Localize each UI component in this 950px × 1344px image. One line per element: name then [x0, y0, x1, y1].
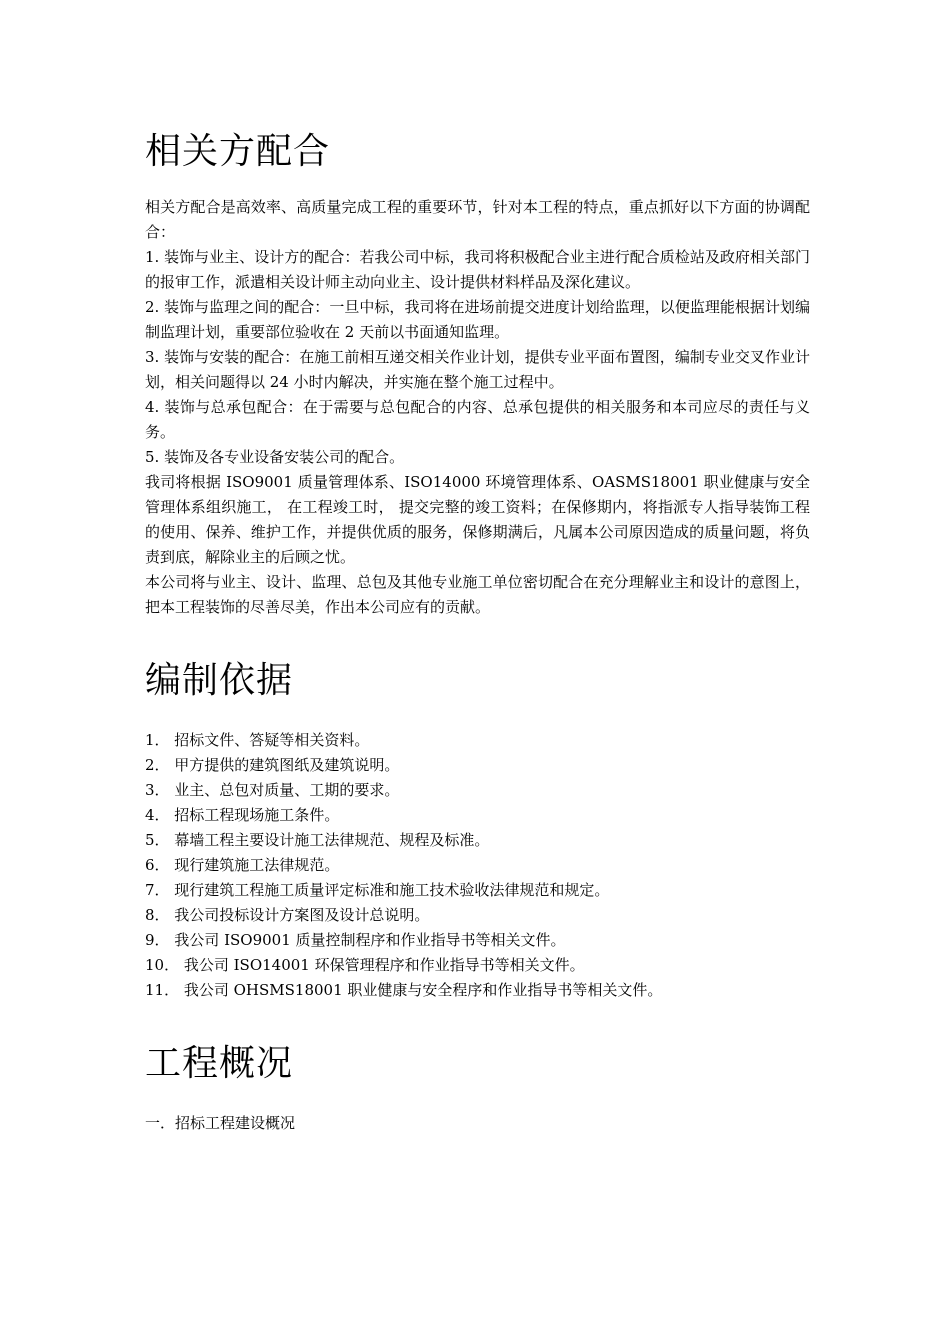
section-heading: 相关方配合 — [145, 131, 331, 172]
list-item: 6． 现行建筑施工法律规范。 — [145, 856, 340, 874]
list-item: 10． 我公司 ISO14001 环保管理程序和作业指导书等相关文件。 — [145, 956, 585, 974]
paragraph: 我司将根据 ISO9001 质量管理体系、ISO14000 环境管理体系、OASMS18001 职业健康与安全管理体系组织施工， 在工程竣工时， 提交完整的竣工资料；在保修期内，将指派专人指导装饰工程的使用、保养、维护工作，并提供优质的服务，保修期满后，凡属本公司原因造成的质量问题，将负责到底，解除业主的后顾之忧。 — [145, 473, 810, 566]
subsection-title: 一．招标工程建设概况 — [145, 1114, 296, 1132]
section-body — [145, 195, 810, 620]
document-page — [145, 125, 810, 1136]
numbered-list — [145, 728, 810, 1003]
paragraph: 相关方配合是高效率、高质量完成工程的重要环节，针对本工程的特点，重点抓好以下方面的协调配合： — [145, 198, 810, 241]
paragraph: 5. 装饰及各专业设备安装公司的配合。 — [145, 448, 405, 466]
list-item: 9． 我公司 ISO9001 质量控制程序和作业指导书等相关文件。 — [145, 931, 566, 949]
section-related-party-coordination — [145, 125, 810, 620]
section-compilation-basis — [145, 654, 810, 1003]
list-item: 4． 招标工程现场施工条件。 — [145, 806, 340, 824]
paragraph: 本公司将与业主、设计、监理、总包及其他专业施工单位密切配合在充分理解业主和设计的意图上，把本工程装饰的尽善尽美，作出本公司应有的贡献。 — [145, 573, 810, 616]
list-item: 8． 我公司投标设计方案图及设计总说明。 — [145, 906, 430, 924]
paragraph: 1. 装饰与业主、设计方的配合：若我公司中标，我司将积极配合业主进行配合质检站及政府相关部门的报审工作，派遣相关设计师主动向业主、设计提供材料样品及深化建议。 — [145, 248, 810, 291]
section-heading: 工程概况 — [145, 1043, 294, 1084]
list-item: 7． 现行建筑工程施工质量评定标准和施工技术验收法律规范和规定。 — [145, 881, 610, 899]
list-item: 2． 甲方提供的建筑图纸及建筑说明。 — [145, 756, 400, 774]
paragraph: 4. 装饰与总承包配合：在于需要与总包配合的内容、总承包提供的相关服务和本司应尽的责任与义务。 — [145, 398, 810, 441]
section-project-overview — [145, 1037, 810, 1136]
list-item: 1． 招标文件、答疑等相关资料。 — [145, 731, 370, 749]
list-item: 3． 业主、总包对质量、工期的要求。 — [145, 781, 400, 799]
paragraph: 2. 装饰与监理之间的配合：一旦中标，我司将在进场前提交进度计划给监理，以便监理能根据计划编制监理计划，重要部位验收在 2 天前以书面通知监理。 — [145, 298, 810, 341]
list-item: 5． 幕墙工程主要设计施工法律规范、规程及标准。 — [145, 831, 490, 849]
section-heading: 编制依据 — [145, 660, 294, 701]
paragraph: 3. 装饰与安装的配合：在施工前相互递交相关作业计划，提供专业平面布置图，编制专业交叉作业计划，相关问题得以 24 小时内解决，并实施在整个施工过程中。 — [145, 348, 810, 391]
list-item: 11． 我公司 OHSMS18001 职业健康与安全程序和作业指导书等相关文件。 — [145, 981, 663, 999]
subsection-list — [145, 1111, 810, 1136]
